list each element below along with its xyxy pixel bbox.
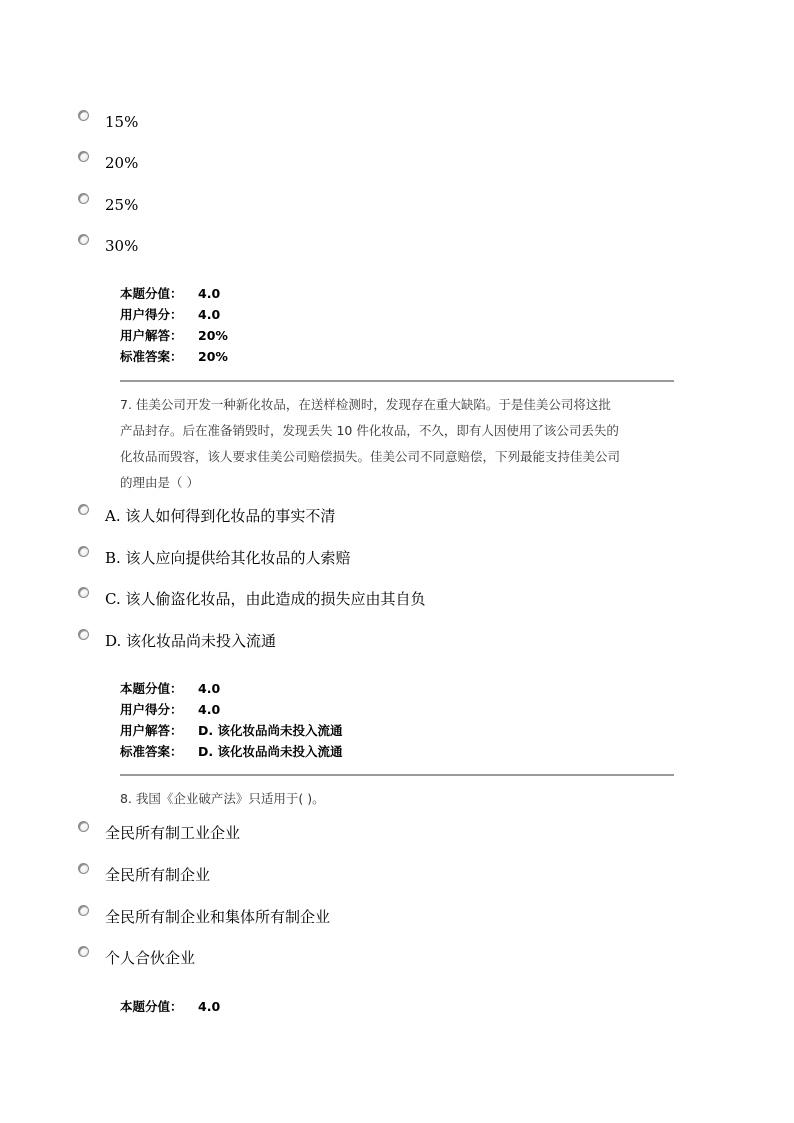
user-score-row	[120, 699, 342, 720]
info-key: 本题分值：	[120, 999, 183, 1014]
q6-score-info	[120, 283, 228, 367]
option-label: C. 该人偷盗化妆品，由此造成的损失应由其自负	[105, 590, 426, 608]
option-label: A. 该人如何得到化妆品的事实不清	[105, 507, 336, 525]
info-key: 用户得分：	[120, 702, 183, 717]
option-label: 30%	[105, 237, 139, 255]
option-label: 全民所有制工业企业	[105, 824, 241, 842]
info-value: 4.0	[198, 681, 221, 696]
question-line: 产品封存。后在准备销毁时，发现丢失 10 件化妆品，不久，即有人因使用了该公司丢失的	[120, 423, 619, 438]
radio-button[interactable]	[78, 234, 89, 245]
q8-option-a[interactable]	[78, 821, 240, 845]
question-line: 8. 我国《企业破产法》只适用于( )。	[120, 791, 325, 806]
radio-button[interactable]	[78, 504, 89, 515]
q6-option-d[interactable]	[78, 234, 138, 258]
info-value: D. 该化妆品尚未投入流通	[198, 723, 343, 738]
radio-button[interactable]	[78, 863, 89, 874]
radio-button[interactable]	[78, 629, 89, 640]
option-label: 20%	[105, 154, 139, 172]
info-value: 4.0	[198, 999, 221, 1014]
user-answer-row	[120, 720, 342, 741]
info-key: 标准答案：	[120, 744, 183, 759]
score-value-row	[120, 678, 342, 699]
info-value: 4.0	[198, 702, 221, 717]
standard-answer-row	[120, 346, 228, 367]
user-answer-row	[120, 325, 228, 346]
info-key: 用户解答：	[120, 328, 183, 343]
radio-button[interactable]	[78, 546, 89, 557]
q7-score-info	[120, 678, 342, 762]
q6-option-b[interactable]	[78, 151, 138, 175]
radio-button[interactable]	[78, 946, 89, 957]
radio-button[interactable]	[78, 151, 89, 162]
info-key: 本题分值：	[120, 681, 183, 696]
q8-option-b[interactable]	[78, 863, 210, 887]
question-line: 的理由是（ ）	[120, 475, 199, 490]
question-divider	[120, 774, 674, 776]
standard-answer-row	[120, 741, 342, 762]
q7-option-c[interactable]	[78, 587, 425, 611]
info-key: 标准答案：	[120, 349, 183, 364]
radio-button[interactable]	[78, 193, 89, 204]
q6-option-a[interactable]	[78, 110, 138, 134]
option-label: 15%	[105, 113, 139, 131]
radio-button[interactable]	[78, 905, 89, 916]
radio-button[interactable]	[78, 821, 89, 832]
q8-option-c[interactable]	[78, 905, 330, 929]
info-value: 20%	[198, 328, 228, 343]
info-key: 本题分值：	[120, 286, 183, 301]
q8-score-info	[120, 996, 220, 1017]
q7-option-a[interactable]	[78, 504, 335, 528]
q7-option-d[interactable]	[78, 629, 276, 653]
q7-question-text	[120, 392, 680, 496]
radio-button[interactable]	[78, 587, 89, 598]
info-key: 用户得分：	[120, 307, 183, 322]
score-value-row	[120, 283, 228, 304]
info-value: 20%	[198, 349, 228, 364]
info-key: 用户解答：	[120, 723, 183, 738]
question-line: 7. 佳美公司开发一种新化妆品，在送样检测时，发现存在重大缺陷。于是佳美公司将这批	[120, 397, 611, 412]
question-line: 化妆品而毁容，该人要求佳美公司赔偿损失。佳美公司不同意赔偿，下列最能支持佳美公司	[120, 449, 621, 464]
q8-question-text	[120, 786, 680, 812]
score-value-row	[120, 996, 220, 1017]
option-label: D. 该化妆品尚未投入流通	[105, 632, 277, 650]
option-label: B. 该人应向提供给其化妆品的人索赔	[105, 549, 351, 567]
option-label: 全民所有制企业和集体所有制企业	[105, 908, 331, 926]
q8-option-d[interactable]	[78, 946, 195, 970]
info-value: 4.0	[198, 307, 221, 322]
info-value: 4.0	[198, 286, 221, 301]
option-label: 全民所有制企业	[105, 866, 211, 884]
q7-option-b[interactable]	[78, 546, 351, 570]
question-divider	[120, 380, 674, 382]
q6-option-c[interactable]	[78, 193, 138, 217]
option-label: 25%	[105, 196, 139, 214]
user-score-row	[120, 304, 228, 325]
option-label: 个人合伙企业	[105, 949, 196, 967]
info-value: D. 该化妆品尚未投入流通	[198, 744, 343, 759]
radio-button[interactable]	[78, 110, 89, 121]
